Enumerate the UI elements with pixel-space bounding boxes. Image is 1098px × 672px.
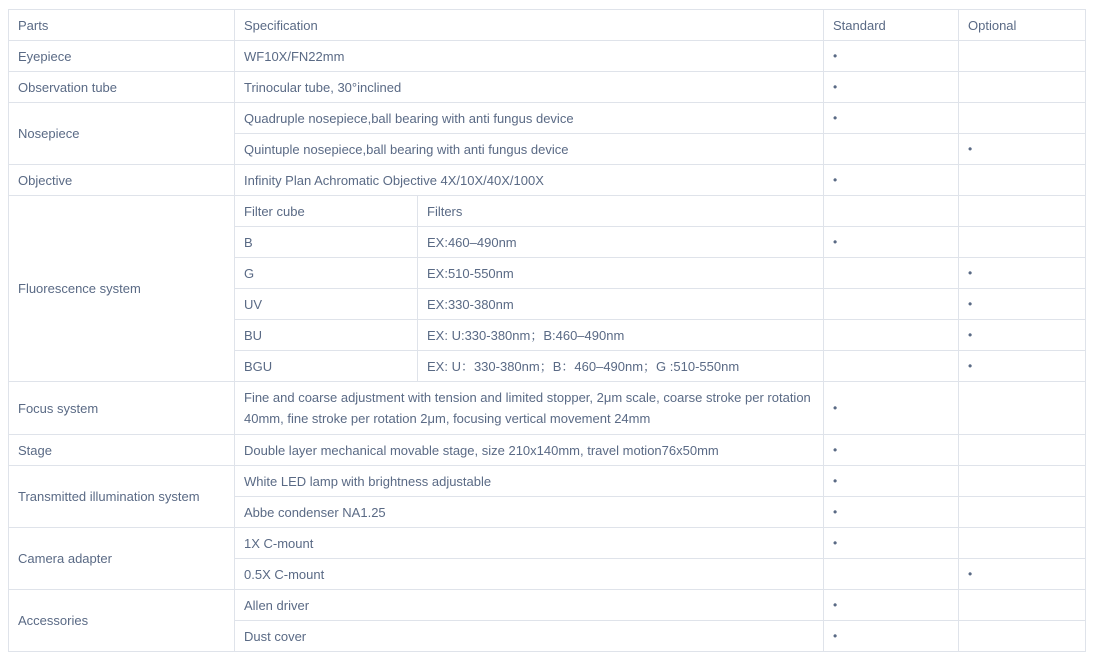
optional-cell bbox=[959, 165, 1086, 196]
optional-cell bbox=[959, 497, 1086, 528]
standard-cell bbox=[824, 196, 959, 227]
spec-text: Double layer mechanical movable stage, size 210x140mm, travel motion76x50mm bbox=[235, 435, 824, 466]
spec-text: WF10X/FN22mm bbox=[235, 41, 824, 72]
standard-cell bbox=[824, 165, 959, 196]
standard-dot: • bbox=[833, 80, 838, 94]
standard-cell bbox=[824, 621, 959, 652]
optional-cell bbox=[959, 435, 1086, 466]
spec-text: White LED lamp with brightness adjustable bbox=[235, 466, 824, 497]
optional-cell bbox=[959, 320, 1086, 351]
spec-text: Dust cover bbox=[235, 621, 824, 652]
spec-text: Abbe condenser NA1.25 bbox=[235, 497, 824, 528]
optional-cell bbox=[959, 559, 1086, 590]
spec-text: 0.5X C-mount bbox=[235, 559, 824, 590]
standard-dot: • bbox=[833, 401, 838, 415]
part-name: Observation tube bbox=[9, 72, 235, 103]
standard-cell bbox=[824, 72, 959, 103]
standard-dot: • bbox=[833, 598, 838, 612]
optional-cell bbox=[959, 41, 1086, 72]
filters-header: Filters bbox=[418, 196, 824, 227]
optional-cell bbox=[959, 72, 1086, 103]
standard-cell bbox=[824, 497, 959, 528]
filter-spec: EX: U：330-380nm；B：460–490nm；G :510-550nm bbox=[418, 351, 824, 382]
part-name: Camera adapter bbox=[9, 528, 235, 590]
table-row bbox=[9, 466, 1086, 497]
filter-cube-name: BGU bbox=[235, 351, 418, 382]
standard-cell bbox=[824, 41, 959, 72]
filter-cube-name: B bbox=[235, 227, 418, 258]
part-name: Transmitted illumination system bbox=[9, 466, 235, 528]
table-row bbox=[9, 435, 1086, 466]
specification-table bbox=[8, 9, 1086, 652]
part-name: Objective bbox=[9, 165, 235, 196]
standard-cell bbox=[824, 134, 959, 165]
standard-cell bbox=[824, 103, 959, 134]
optional-dot: • bbox=[968, 567, 973, 581]
optional-cell bbox=[959, 196, 1086, 227]
filter-cube-name: G bbox=[235, 258, 418, 289]
standard-cell bbox=[824, 435, 959, 466]
header-parts: Parts bbox=[9, 10, 235, 41]
optional-cell bbox=[959, 103, 1086, 134]
spec-text: Fine and coarse adjustment with tension and limited stopper, 2μm scale, coarse stroke per rotation 40mm, fine stroke per rotation 2μm, focusing vertical movement 24mm bbox=[235, 382, 824, 435]
part-name: Eyepiece bbox=[9, 41, 235, 72]
optional-cell bbox=[959, 227, 1086, 258]
filter-cube-name: BU bbox=[235, 320, 418, 351]
standard-cell bbox=[824, 227, 959, 258]
table-row bbox=[9, 590, 1086, 621]
optional-cell bbox=[959, 621, 1086, 652]
standard-dot: • bbox=[833, 474, 838, 488]
table-row bbox=[9, 382, 1086, 435]
optional-dot: • bbox=[968, 328, 973, 342]
filter-cube-name: UV bbox=[235, 289, 418, 320]
table-row bbox=[9, 41, 1086, 72]
filter-cube-header: Filter cube bbox=[235, 196, 418, 227]
part-name: Focus system bbox=[9, 382, 235, 435]
spec-text: Allen driver bbox=[235, 590, 824, 621]
standard-dot: • bbox=[833, 235, 838, 249]
table-row bbox=[9, 103, 1086, 134]
header-standard: Standard bbox=[824, 10, 959, 41]
header-row bbox=[9, 10, 1086, 41]
filter-spec: EX:330-380nm bbox=[418, 289, 824, 320]
standard-cell bbox=[824, 559, 959, 590]
filter-spec: EX: U:330-380nm；B:460–490nm bbox=[418, 320, 824, 351]
standard-cell bbox=[824, 466, 959, 497]
standard-dot: • bbox=[833, 173, 838, 187]
standard-dot: • bbox=[833, 443, 838, 457]
standard-cell bbox=[824, 258, 959, 289]
spec-text: Trinocular tube, 30°inclined bbox=[235, 72, 824, 103]
optional-cell bbox=[959, 382, 1086, 435]
part-name: Fluorescence system bbox=[9, 196, 235, 382]
spec-text: Quintuple nosepiece,ball bearing with anti fungus device bbox=[235, 134, 824, 165]
optional-cell bbox=[959, 466, 1086, 497]
optional-dot: • bbox=[968, 266, 973, 280]
optional-cell bbox=[959, 351, 1086, 382]
standard-dot: • bbox=[833, 111, 838, 125]
optional-cell bbox=[959, 590, 1086, 621]
table-row bbox=[9, 196, 1086, 227]
standard-cell bbox=[824, 382, 959, 435]
part-name: Stage bbox=[9, 435, 235, 466]
table-row bbox=[9, 165, 1086, 196]
spec-text: Infinity Plan Achromatic Objective 4X/10X/40X/100X bbox=[235, 165, 824, 196]
standard-cell bbox=[824, 320, 959, 351]
standard-cell bbox=[824, 590, 959, 621]
header-optional: Optional bbox=[959, 10, 1086, 41]
header-specification: Specification bbox=[235, 10, 824, 41]
standard-dot: • bbox=[833, 505, 838, 519]
table-row bbox=[9, 528, 1086, 559]
optional-dot: • bbox=[968, 142, 973, 156]
standard-cell bbox=[824, 289, 959, 320]
optional-dot: • bbox=[968, 297, 973, 311]
standard-dot: • bbox=[833, 629, 838, 643]
optional-cell bbox=[959, 258, 1086, 289]
spec-text: Quadruple nosepiece,ball bearing with anti fungus device bbox=[235, 103, 824, 134]
optional-cell bbox=[959, 528, 1086, 559]
part-name: Accessories bbox=[9, 590, 235, 652]
optional-cell bbox=[959, 134, 1086, 165]
standard-cell bbox=[824, 351, 959, 382]
filter-spec: EX:510-550nm bbox=[418, 258, 824, 289]
spec-text: 1X C-mount bbox=[235, 528, 824, 559]
part-name: Nosepiece bbox=[9, 103, 235, 165]
filter-spec: EX:460–490nm bbox=[418, 227, 824, 258]
table-row bbox=[9, 72, 1086, 103]
standard-cell bbox=[824, 528, 959, 559]
optional-cell bbox=[959, 289, 1086, 320]
optional-dot: • bbox=[968, 359, 973, 373]
standard-dot: • bbox=[833, 536, 838, 550]
standard-dot: • bbox=[833, 49, 838, 63]
